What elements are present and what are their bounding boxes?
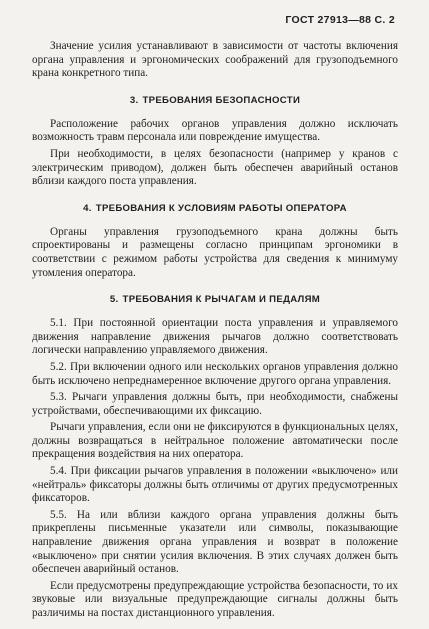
- section-5-paragraph-2: 5.2. При включении одного или нескольких органов управления должно быть исключено непреднамеренное включение другого органа управления.: [32, 360, 398, 387]
- page-header: ГОСТ 27913—88 С. 2: [285, 14, 395, 26]
- section-4-title: ТРЕБОВАНИЯ К УСЛОВИЯМ РАБОТЫ ОПЕРАТОРА: [95, 202, 347, 214]
- section-5-paragraph-6: 5.5. На или вблизи каждого органа управления должны быть прикреплены письменные указатели или символы, показывающие направление движения органа управления и возврат в положение «выключено» при снятии усилия включения. В этих случаях должен быть обеспечен аварийный останов.: [32, 508, 398, 576]
- section-4-number: 4.: [83, 202, 92, 214]
- section-3-heading: [32, 95, 398, 106]
- section-3-number: 3.: [129, 94, 139, 106]
- section-3-title: ТРЕБОВАНИЯ БЕЗОПАСНОСТИ: [142, 94, 301, 106]
- intro-paragraph: Значение усилия устанавливают в зависимости от частоты включения органа управления и эргономических соображений для грузоподъемного крана конкретного типа.: [32, 40, 398, 80]
- section-3-paragraph-2: При необходимости, в целях безопасности (например у кранов с электрическим приводом), должен быть обеспечен аварийный останов вблизи каждого поста управления.: [32, 147, 398, 188]
- section-5-paragraph-4: Рычаги управления, если они не фиксируются в функциональных целях, должны возвращаться в нейтральное положение автоматически после прекращения воздействия на них оператора.: [32, 421, 398, 461]
- section-5-number: 5.: [109, 294, 119, 306]
- section-4-heading: [32, 203, 398, 214]
- section-5-paragraph-7: Если предусмотрены предупреждающие устройства безопасности, то их звуковые или визуальные предупреждающие сигналы должны быть различимы на постах дистанционного управления.: [32, 579, 398, 619]
- section-5-paragraph-1: 5.1. При постоянной ориентации поста управления и управляемого движения направление движения рычагов должно соответствовать логически направлению управляемого движения.: [32, 317, 398, 357]
- section-5-title: ТРЕБОВАНИЯ К РЫЧАГАМ И ПЕДАЛЯМ: [122, 294, 321, 306]
- section-4-paragraph-1: Органы управления грузоподъемного крана должны быть спроектированы и размещены согласно принципам эргономики в соответствии с режимом работы устройства для сведения к минимуму утомления оператора.: [32, 225, 398, 279]
- section-5-paragraph-5: 5.4. При фиксации рычагов управления в положении «выключено» или «нейтраль» фиксаторы должны быть отличимы от других предусмотренных фиксаторов.: [32, 465, 398, 505]
- document-body: [32, 40, 398, 624]
- section-3-paragraph-1: Расположение рабочих органов управления должно исключать возможность травм персонала или повреждение имущества.: [32, 117, 398, 144]
- section-5-heading: [32, 294, 398, 305]
- section-5-paragraph-3: 5.3. Рычаги управления должны быть, при необходимости, снабжены устройствами, обеспечивающими их фиксацию.: [32, 391, 398, 417]
